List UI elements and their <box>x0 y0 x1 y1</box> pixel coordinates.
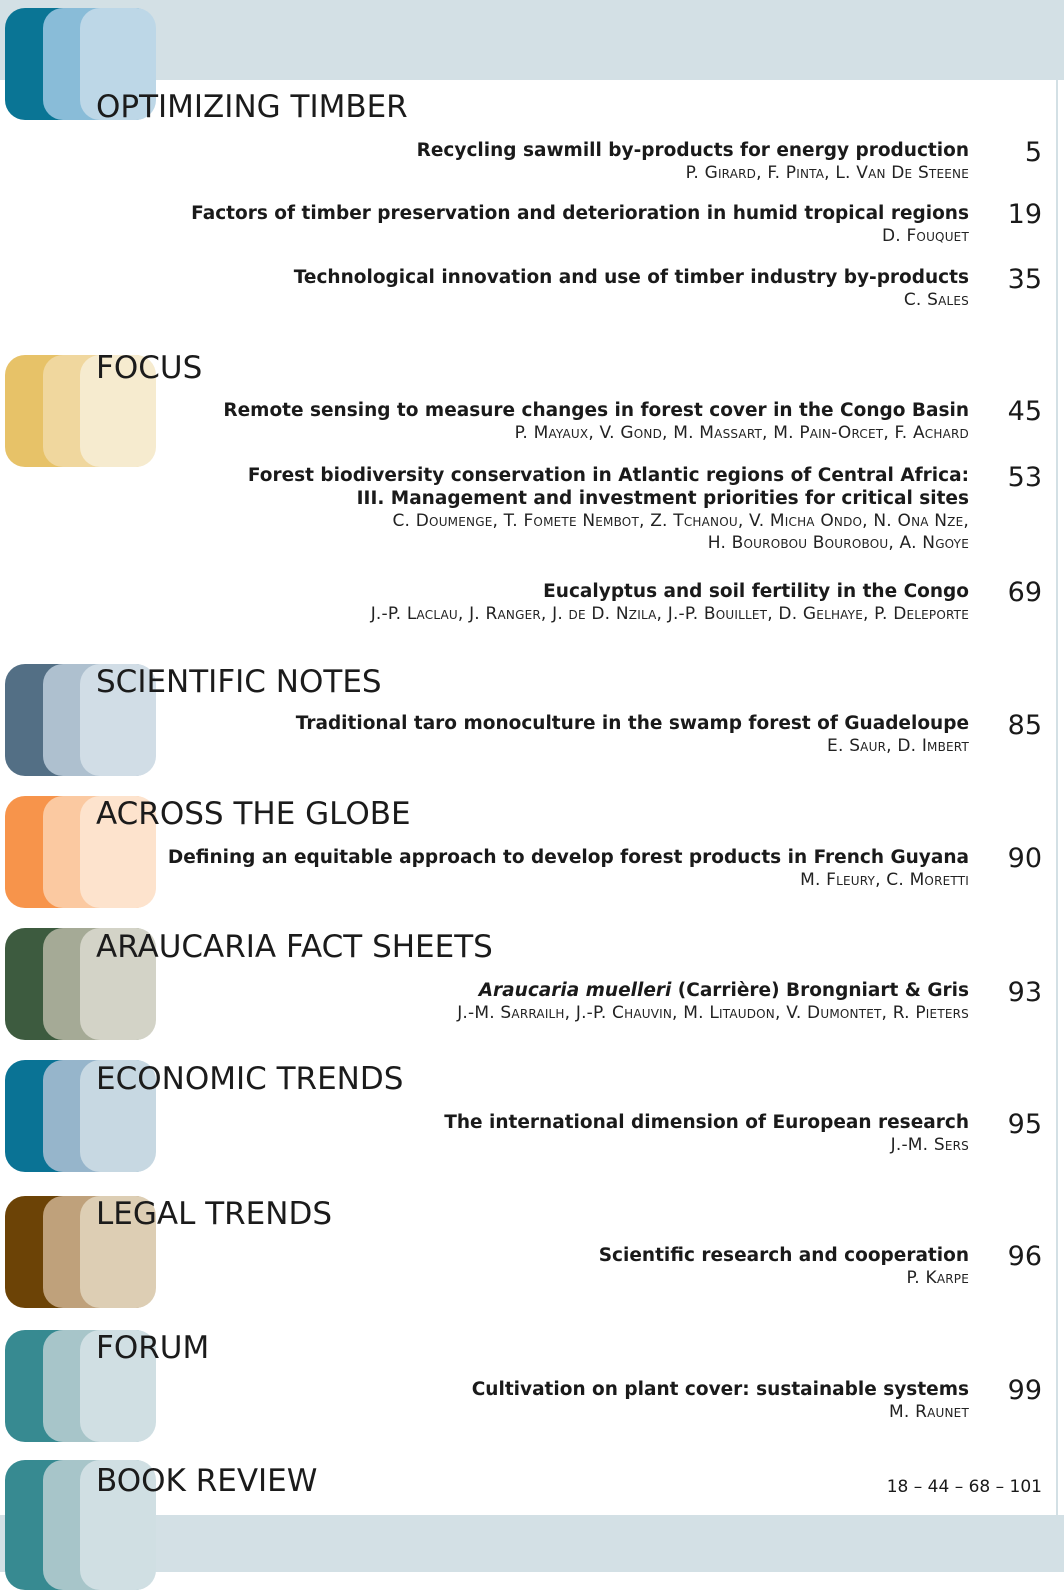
article-title[interactable] <box>248 464 969 510</box>
page-number: 69 <box>1007 577 1042 608</box>
article-title[interactable]: Technological innovation and use of timber industry by-products <box>293 267 969 288</box>
section-title-focus: FOCUS <box>96 350 203 386</box>
article-authors: M. Fleury, C. Moretti <box>800 870 969 890</box>
section-title-araucaria: ARAUCARIA FACT SHEETS <box>96 929 493 965</box>
page-number: 5 <box>1024 137 1042 168</box>
article-authors: P. Girard, F. Pinta, L. Van De Steene <box>685 163 969 183</box>
page-number: 19 <box>1007 199 1042 230</box>
article-entry[interactable] <box>296 712 969 757</box>
page-number: 35 <box>1007 264 1042 295</box>
article-authors: D. Fouquet <box>881 226 969 246</box>
section-title-optimizing: OPTIMIZING TIMBER <box>96 89 408 125</box>
section-title-economic: ECONOMIC TRENDS <box>96 1061 404 1097</box>
right-edge-line <box>1056 78 1058 1516</box>
section-title-legal: LEGAL TRENDS <box>96 1196 333 1232</box>
article-entry[interactable] <box>248 464 969 554</box>
article-entry[interactable] <box>294 266 969 311</box>
article-title[interactable]: Traditional taro monoculture in the swamp forest of Guadeloupe <box>295 713 969 734</box>
page-number: 93 <box>1007 977 1042 1008</box>
article-authors: C. Sales <box>903 290 969 310</box>
article-title[interactable]: Factors of timber preservation and deterioration in humid tropical regions <box>191 203 969 224</box>
article-title[interactable]: Defining an equitable approach to develop forest products in French Guyana <box>167 847 969 868</box>
article-authors: P. Mayaux, V. Gond, M. Massart, M. Pain-Orcet, F. Achard <box>514 423 969 443</box>
section-title-across: ACROSS THE GLOBE <box>96 796 411 832</box>
section-title-book: BOOK REVIEW <box>96 1463 318 1499</box>
article-title-rest: (Carrière) Brongniart & Gris <box>671 980 969 1001</box>
article-entry[interactable] <box>223 399 969 444</box>
article-authors: J.-M. Sers <box>890 1135 969 1155</box>
page-number: 96 <box>1007 1241 1042 1272</box>
article-entry[interactable] <box>444 1111 969 1156</box>
article-authors: E. Saur, D. Imbert <box>827 736 969 756</box>
article-entry[interactable] <box>457 979 969 1024</box>
article-title-line2: III. Management and investment priorities for critical sites <box>356 488 969 509</box>
article-title-species: Araucaria muelleri <box>478 980 672 1001</box>
article-authors: P. Karpe <box>906 1268 969 1288</box>
article-authors: J.-M. Sarrailh, J.-P. Chauvin, M. Litaudon, V. Dumontet, R. Pieters <box>457 1003 969 1023</box>
article-title[interactable]: Scientific research and cooperation <box>598 1245 969 1266</box>
page-number: 85 <box>1007 710 1042 741</box>
article-entry[interactable] <box>599 1244 969 1289</box>
article-title[interactable]: Recycling sawmill by-products for energy production <box>416 140 969 161</box>
article-entry[interactable] <box>168 846 969 891</box>
article-entry[interactable] <box>417 139 969 184</box>
article-title[interactable]: Cultivation on plant cover: sustainable systems <box>471 1379 969 1400</box>
section-title-forum: FORUM <box>96 1330 210 1366</box>
page-number: 45 <box>1007 396 1042 427</box>
article-authors: J.-P. Laclau, J. Ranger, J. de D. Nzila, J.-P. Bouillet, D. Gelhaye, P. Deleporte <box>370 604 969 624</box>
article-title[interactable] <box>457 979 969 1002</box>
article-title[interactable]: Remote sensing to measure changes in forest cover in the Congo Basin <box>223 400 969 421</box>
article-title[interactable]: The international dimension of European research <box>444 1112 969 1133</box>
article-entry[interactable] <box>191 202 969 247</box>
page-number: 95 <box>1007 1109 1042 1140</box>
page-number: 53 <box>1007 462 1042 493</box>
page-number: 90 <box>1007 843 1042 874</box>
article-entry[interactable] <box>472 1378 969 1423</box>
article-title-line1: Forest biodiversity conservation in Atlantic regions of Central Africa: <box>247 465 969 486</box>
article-entry[interactable] <box>371 580 969 625</box>
article-authors: M. Raunet <box>889 1402 969 1422</box>
article-title[interactable]: Eucalyptus and soil fertility in the Congo <box>543 581 969 602</box>
book-review-pages: 18 – 44 – 68 – 101 <box>886 1477 1042 1497</box>
page-number: 99 <box>1007 1375 1042 1406</box>
section-title-scientific: SCIENTIFIC NOTES <box>96 664 382 700</box>
article-authors-line2: H. Bourobou Bourobou, A. Ngoye <box>707 533 969 553</box>
article-authors-line1: C. Doumenge, T. Fomete Nembot, Z. Tchanou, V. Micha Ondo, N. Ona Nze, <box>392 511 969 531</box>
